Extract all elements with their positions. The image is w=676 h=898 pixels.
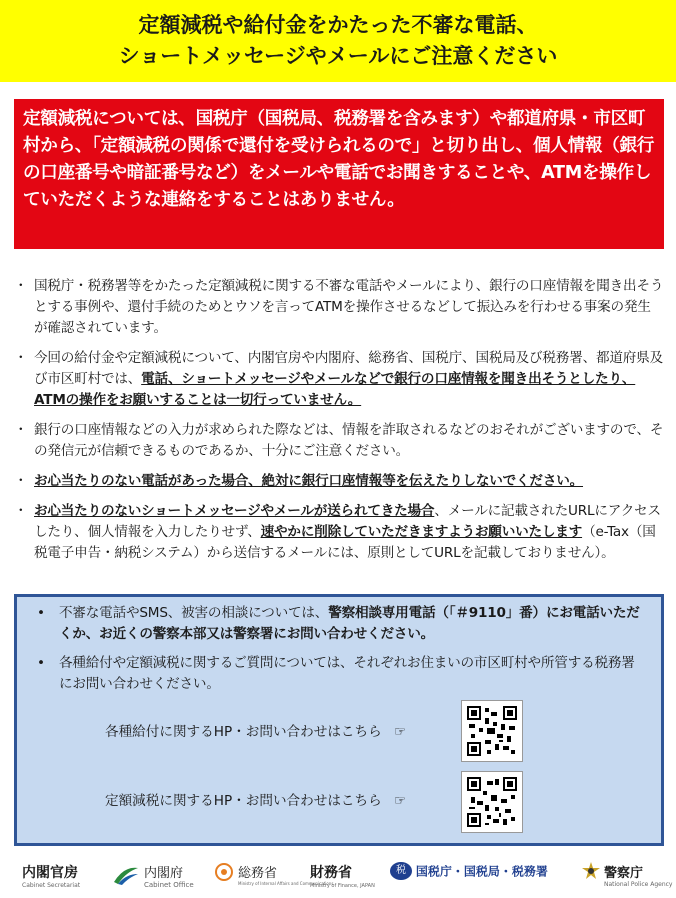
list-item [14, 471, 664, 492]
bullet-mark: ・ [14, 350, 28, 366]
bullet-mark: • [37, 655, 45, 671]
cabinet-secretariat-logo [22, 862, 80, 890]
mof-en: Ministry of Finance, JAPAN [310, 883, 375, 889]
nta-name: 国税庁・国税局・税務署 [415, 864, 548, 879]
police-emblem-icon [582, 862, 600, 882]
pointing-hand-icon: ☞ [394, 793, 407, 809]
list-item [14, 276, 664, 339]
notice-emphasis: お心当たりのないショートメッセージやメールが送られてきた場合 [34, 503, 435, 519]
list-item [14, 501, 664, 564]
contact-text: 各種給付や定額減税に関するご質問については、それぞれお住まいの市区町村や所管する税務署にお問い合わせください。 [59, 655, 635, 692]
bullet-mark: ・ [14, 278, 28, 294]
npa-logo [582, 862, 672, 889]
bullet-mark: ・ [14, 422, 28, 438]
contact-text: 不審な電話やSMS、被害の相談については、 [59, 605, 329, 621]
benefits-link-label[interactable]: 各種給付に関するHP・お問い合わせはこちら [105, 724, 382, 740]
notice-emphasis: 速やかに削除していただきますようお願いいたします [260, 524, 583, 540]
list-item [14, 348, 664, 411]
mic-name: 総務省 [238, 866, 278, 881]
notice-list [14, 276, 664, 573]
notice-text: （e-Tax（国税電子申告・納税システム）から送信するメールには、原則としてURLを記載しておりません）。 [34, 524, 656, 561]
cabinet-office-icon [112, 864, 140, 886]
list-item [14, 420, 664, 462]
page-header [0, 0, 676, 82]
mic-icon [214, 862, 234, 882]
nta-icon: 税 [390, 862, 412, 880]
cabinet-office-logo [112, 862, 194, 889]
bullet-mark: ・ [14, 473, 28, 489]
tax-reduction-qr-code[interactable] [461, 771, 523, 833]
notice-emphasis: 電話、ショートメッセージやメールなどで銀行の口座情報を聞き出そうとしたり、ATMの操作をお願いすることは一切行っていません。 [34, 371, 636, 408]
qr-code-icon [467, 706, 517, 756]
nta-logo [390, 862, 548, 880]
bullet-mark: • [37, 605, 45, 621]
benefits-qr-code[interactable] [461, 700, 523, 762]
bullet-mark: ・ [14, 503, 28, 519]
cabinet-secretariat-en: Cabinet Secretariat [22, 882, 81, 889]
header-title-line1: 定額減税や給付金をかたった不審な電話、 [138, 13, 538, 37]
cabinet-office-name: 内閣府 [144, 866, 184, 881]
police-hotline-text: 警察相談専用電話（「＃9110」番）にお電話いただくか、お近くの警察本部又は警察署にお問い合わせください。 [59, 605, 640, 642]
notice-text: 銀行の口座情報などの入力が求められた際などは、情報を詐取されるなどのおそれがございますので、その発信元が信頼できるものであるか、十分にご注意ください。 [34, 422, 664, 459]
list-item [31, 603, 647, 645]
warning-text: 定額減税については、国税庁（国税局、税務署を含みます）や都道府県・市区町村から、「定額減税の関係で還付を受けられるので」と切り出し、個人情報（銀行の口座番号や暗証番号など）をメールや電話でお聞きすることや、ATMを操作していただくような連絡をすることはありません。 [23, 109, 655, 210]
mof-name: 財務省 [310, 865, 352, 881]
cabinet-secretariat-name: 内閣官房 [22, 865, 78, 881]
npa-name: 警察庁 [604, 866, 644, 881]
benefits-link[interactable] [105, 722, 406, 743]
pointing-hand-icon: ☞ [394, 724, 407, 740]
qr-code-icon [467, 777, 517, 827]
tax-reduction-link[interactable] [105, 791, 406, 812]
header-title-line2: ショートメッセージやメールにご注意ください [118, 44, 558, 68]
list-item [31, 653, 647, 695]
footer-logos [0, 852, 676, 898]
notice-emphasis: お心当たりのない電話があった場合、絶対に銀行口座情報等を伝えたりしないでください。 [34, 473, 584, 489]
npa-en: National Police Agency [604, 881, 673, 888]
notice-text: 今回の給付金や定額減税について、内閣官房や内閣府、総務省、国税庁、国税局及び税務署、都道府県及び市区町村では、 [34, 350, 663, 387]
contact-box [14, 594, 664, 846]
warning-box [14, 99, 664, 249]
notice-text: 国税庁・税務署等をかたった定額減税に関する不審な電話やメールにより、銀行の口座情報を聞き出そうとする事例や、還付手続のためとウソを言ってATMを操作させるなどして振込みを行わせる事案の発生が確認されています。 [34, 278, 664, 336]
cabinet-office-en: Cabinet Office [144, 881, 194, 889]
mic-en: Ministry of Internal Affairs and Communications [238, 881, 334, 886]
mof-logo [310, 862, 375, 890]
tax-reduction-link-label[interactable]: 定額減税に関するHP・お問い合わせはこちら [105, 793, 382, 809]
notice-text: 、メールに記載されたURLにアクセスしたり、個人情報を入力したりせず、 [34, 503, 661, 540]
